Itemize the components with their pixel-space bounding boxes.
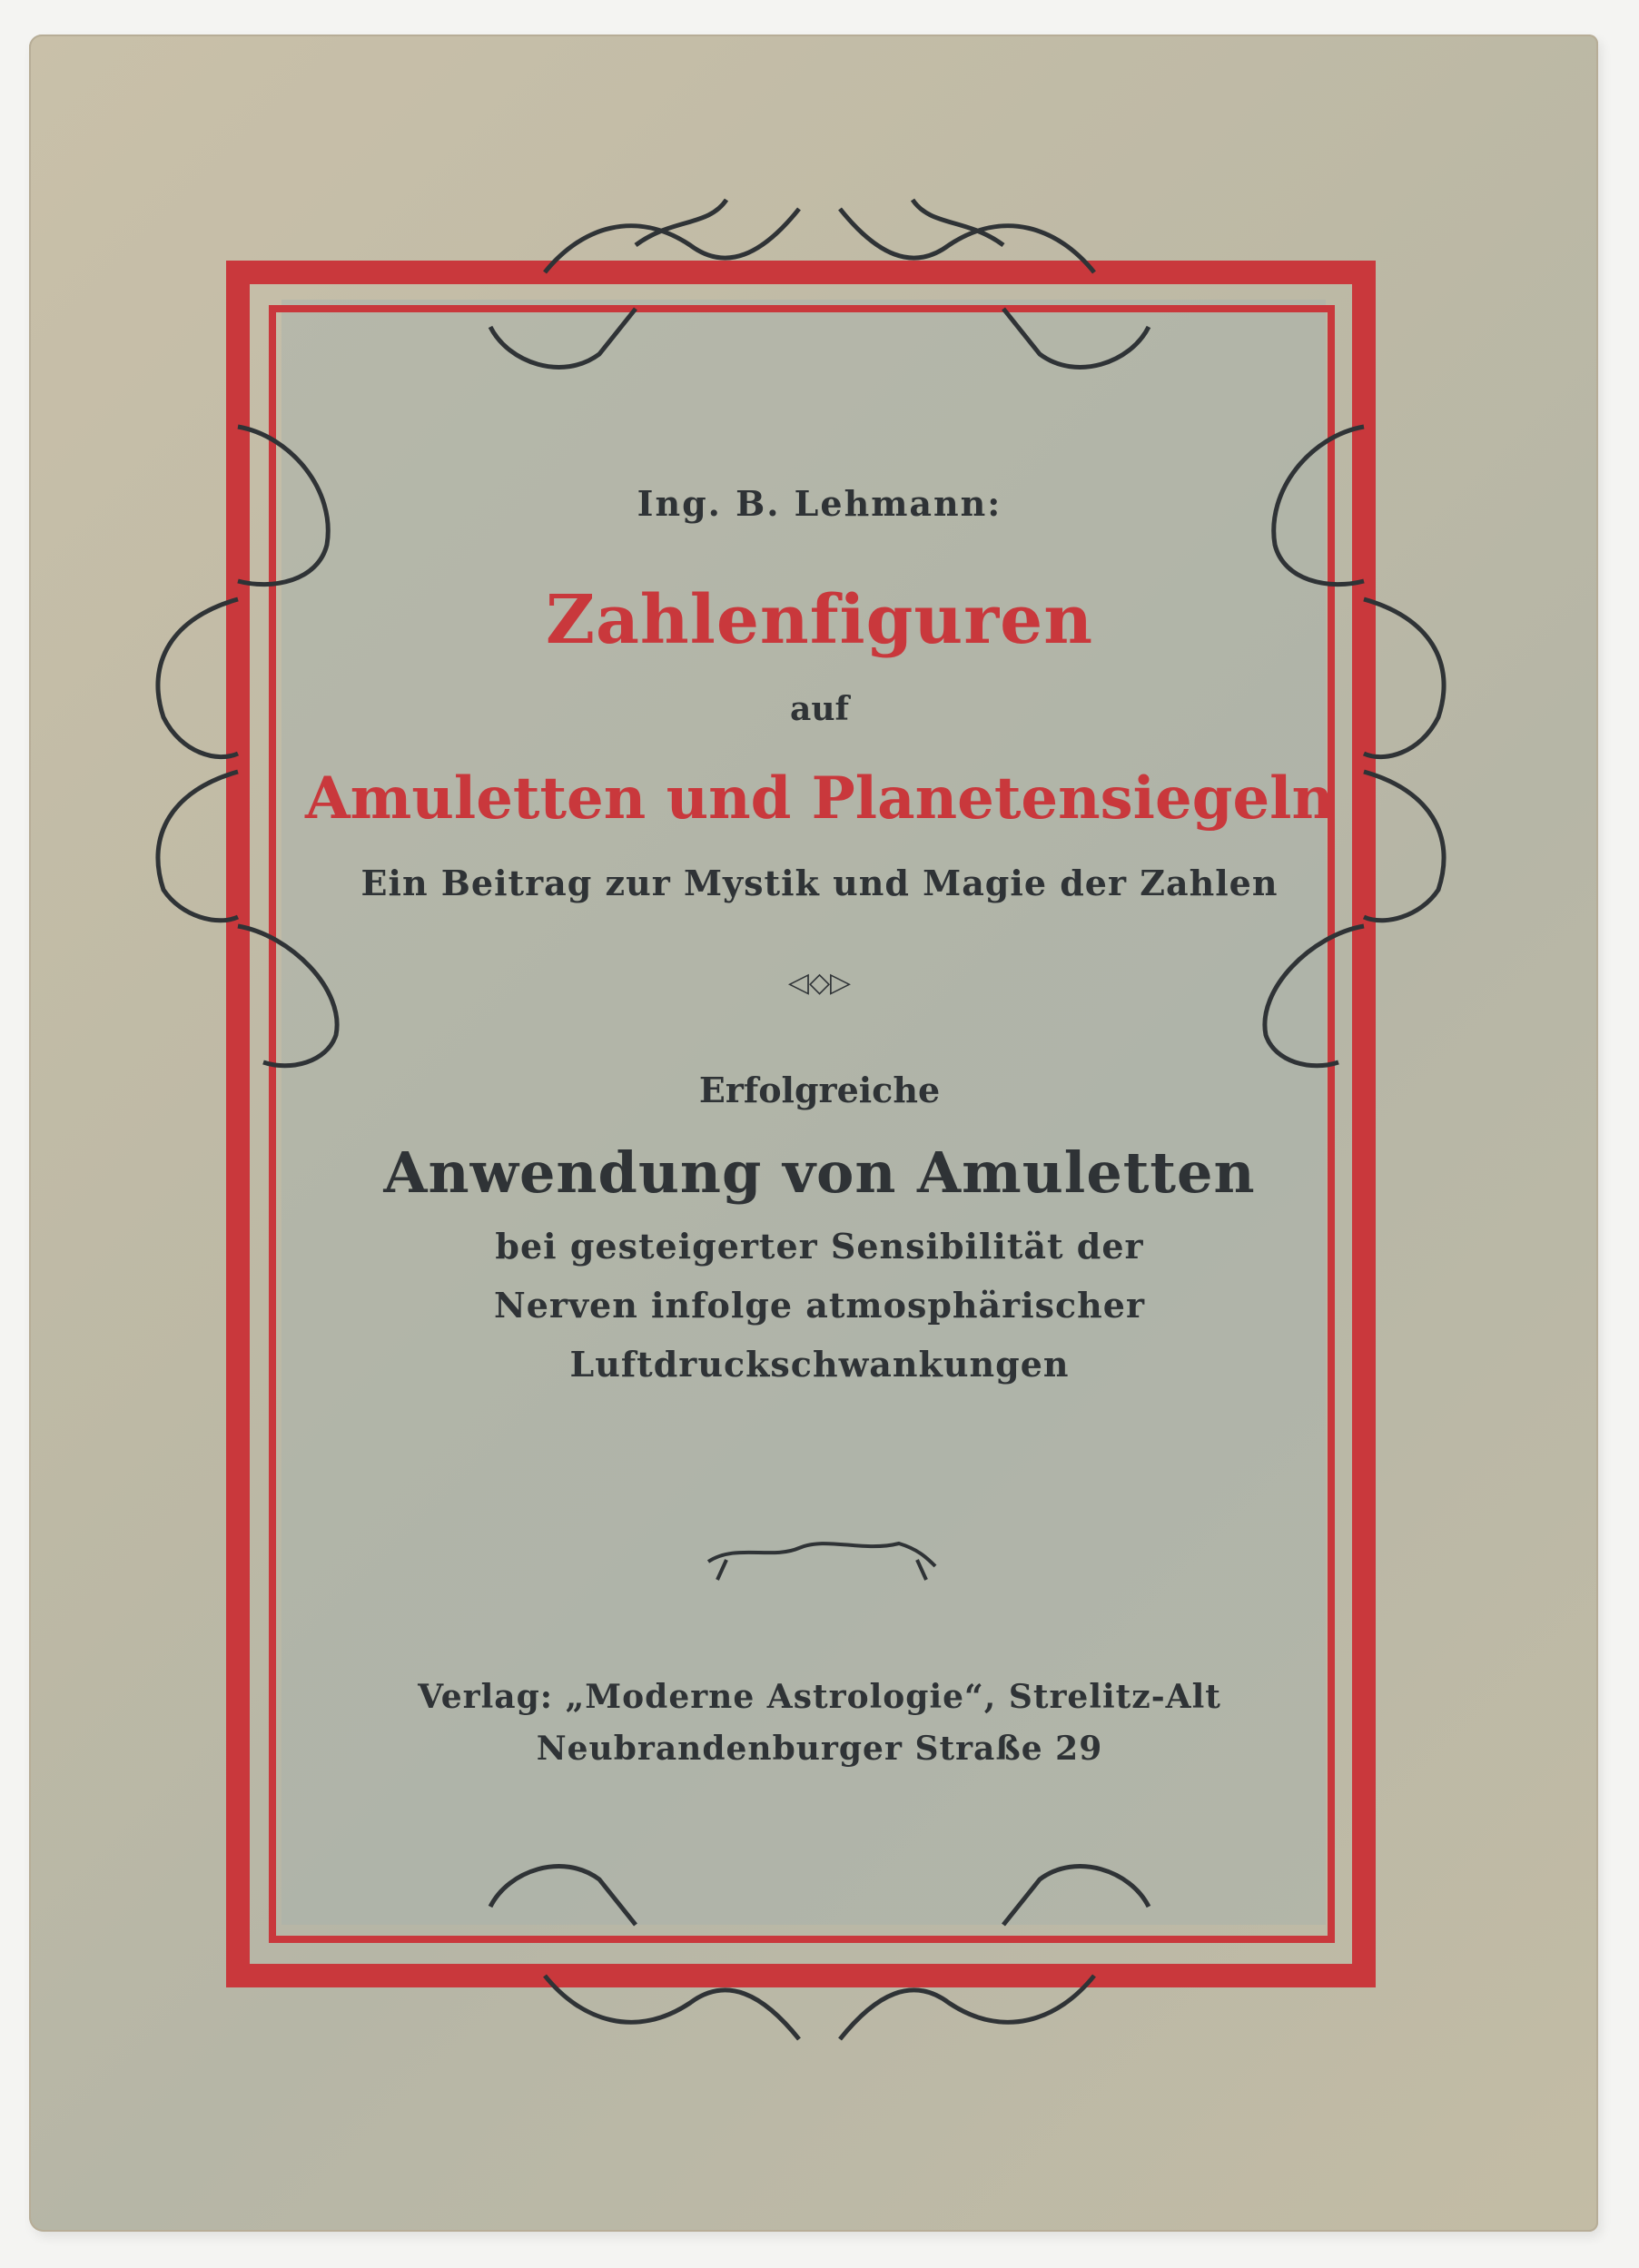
publisher-line: Verlag: „Moderne Astrologie“, Strelitz-Alt <box>418 1678 1221 1716</box>
subtitle: Ein Beitrag zur Mystik und Magie der Zahlen <box>360 863 1279 903</box>
ribbon-ornament-icon <box>708 1543 935 1580</box>
diamond-ornament-icon: ◁◇▷ <box>787 967 852 999</box>
scroll-ornament-icon <box>490 1867 1149 2039</box>
description-line: Nerven infolge atmosphärischer <box>494 1285 1145 1326</box>
author-name: Ing. B. Lehmann: <box>637 483 1002 524</box>
title-connector: auf <box>790 690 849 728</box>
description-line: bei gesteigerter Sensibilität der <box>495 1226 1144 1267</box>
publisher-address: Neubrandenburger Straße 29 <box>536 1730 1103 1768</box>
lead-in-text: Erfolgreiche <box>698 1070 941 1110</box>
main-title: Zahlenfiguren <box>545 581 1094 659</box>
description-line: Luftdruckschwankungen <box>569 1344 1070 1385</box>
second-title: Anwendung von Amuletten <box>383 1139 1256 1206</box>
main-title-line2: Amuletten und Planetensiegeln <box>304 764 1335 833</box>
red-frame <box>238 272 1364 1976</box>
